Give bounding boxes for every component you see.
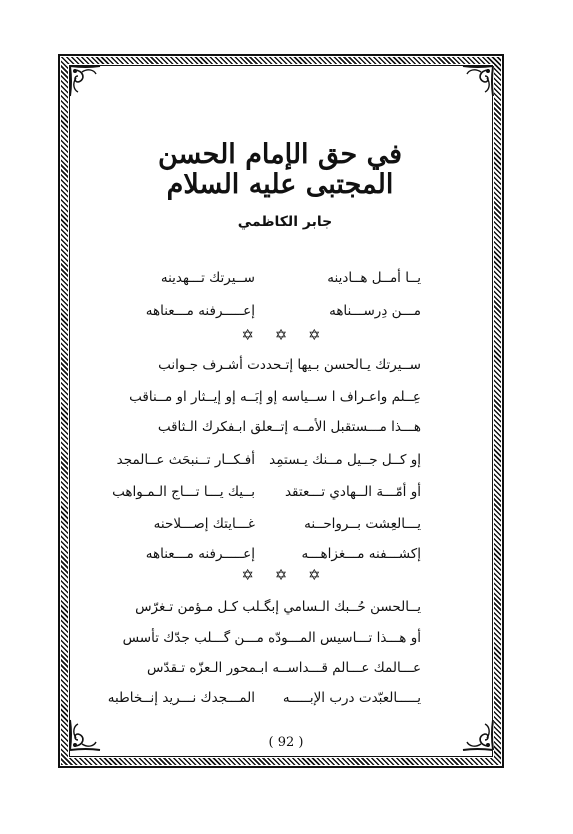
verse-right: يــا أمــل هــادينه bbox=[327, 270, 421, 286]
verse-line: عِــلم واعـراف ا ســياسه إو إبَــه إو إيــثار او مــناقب bbox=[129, 389, 421, 405]
verse-line: ســيرتك يـالحسن بـيها إتـحددت أشـرف جـوانب bbox=[158, 357, 421, 373]
verse-right: يـــالعِشت بــرواحــنه bbox=[304, 516, 421, 532]
ornament-corner-icon bbox=[459, 62, 497, 100]
verse-left: أفـكــار تــنبحَث عــالمجد bbox=[116, 452, 255, 468]
verse-left: ســيرتك تـــهدينه bbox=[160, 270, 255, 286]
verse-line: هـــذا مـــستقبل الأمــه إتــعلق ابـفكرك الـثاقب bbox=[157, 419, 421, 435]
ornament-corner-icon bbox=[66, 62, 104, 100]
star-separator: ✡ ✡ ✡ bbox=[241, 566, 329, 584]
verse-left: غـــايتك إصـــلاحنه bbox=[153, 516, 255, 532]
verse-line: عـــالمك عـــالم قـــداســه ابـمحور الـعزّه تـقدّس bbox=[147, 660, 421, 676]
verse-right: مـــن دِرســـناهه bbox=[329, 303, 421, 319]
verse-right: أو أمّـــة الــهادي تـــعتقد bbox=[284, 484, 421, 500]
verse-left: المـــجدك نـــريد إنــخاطبه bbox=[107, 690, 255, 706]
poem-author: جابر الكاظمي bbox=[237, 214, 333, 230]
verse-left: بــيك يـــا تـــاج الـمـواهب bbox=[112, 484, 255, 500]
verse-left: إعـــــرفنه مـــعناهه bbox=[145, 546, 255, 562]
verse-line: يــالحسن حُــبك الـسامي إبگـلب كـل مـؤمن تـغرّس bbox=[135, 599, 421, 615]
ornament-corner-icon bbox=[66, 716, 104, 754]
poem-title: في حق الإمام الحسن المجتبى عليه السلام bbox=[158, 139, 402, 200]
verse-right: إكشـــفنه مـــغزاهـــه bbox=[301, 546, 421, 562]
verse-left: إعـــــرفنه مـــعناهه bbox=[145, 303, 255, 319]
verse-right: يـــــالعبّدت درب الإبـــــه bbox=[282, 690, 421, 706]
verse-right: إو كــل جــيل مــنك يـستمِد bbox=[269, 452, 421, 468]
ornament-corner-icon bbox=[459, 716, 497, 754]
page-number: ( 92 ) bbox=[268, 735, 304, 750]
verse-line: أو هـــذا تـــاسيس المـــودّه مـــن گـــلب جدّك تأسس bbox=[122, 630, 421, 646]
star-separator: ✡ ✡ ✡ bbox=[241, 326, 329, 344]
